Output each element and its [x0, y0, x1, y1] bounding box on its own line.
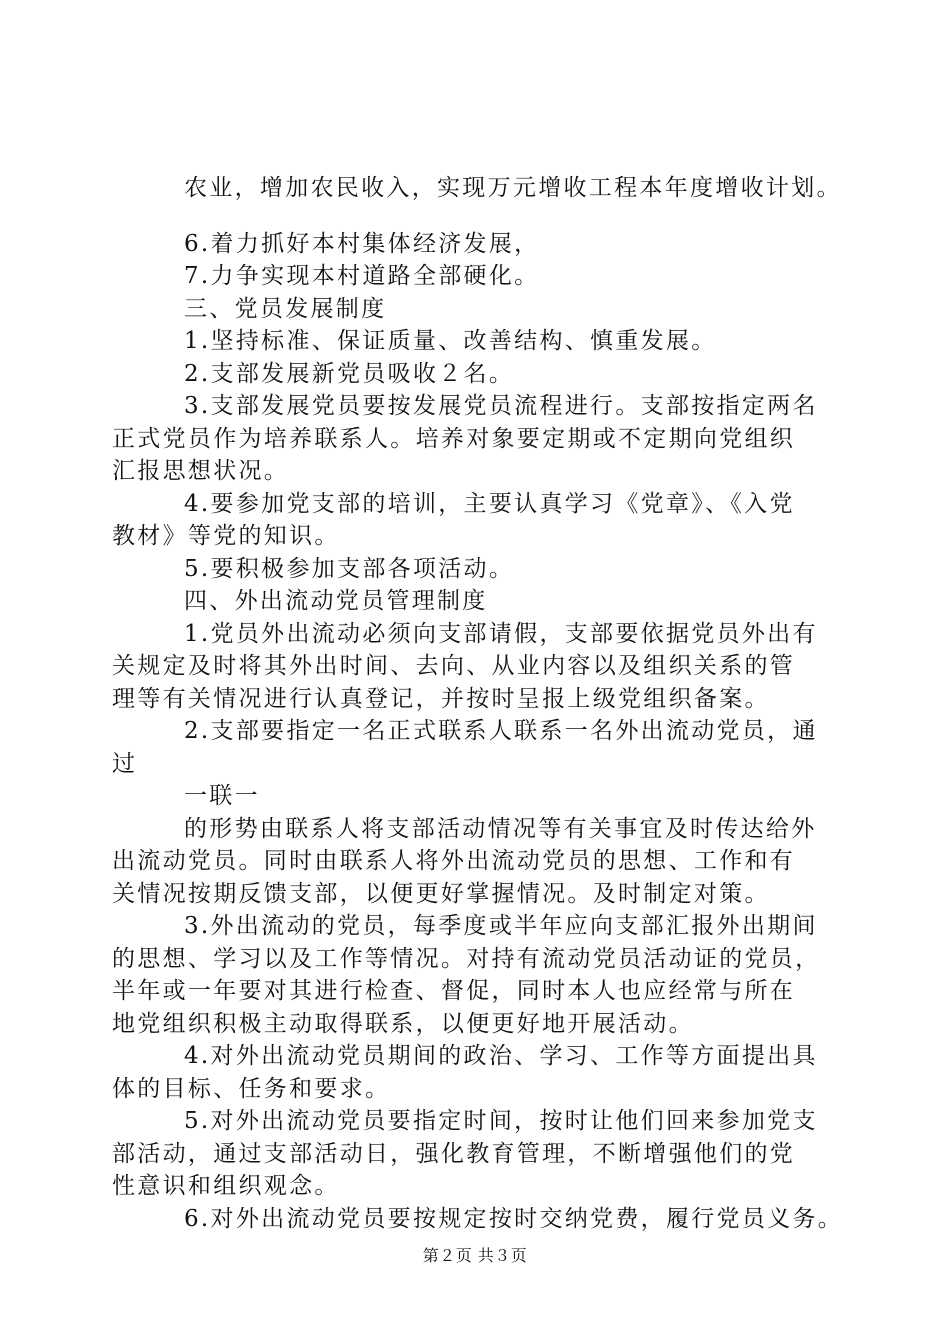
text-line: 四、外出流动党员管理制度: [184, 588, 488, 614]
text-line: 5.对外出流动党员要指定时间，按时让他们回来参加党支: [184, 1108, 818, 1134]
text-line: 教材》等党的知识。: [112, 523, 340, 549]
text-line: 的思想、学习以及工作等情况。对持有流动党员活动证的党员，: [112, 945, 821, 972]
text-line: 4.要参加党支部的培训，主要认真学习《党章》、《入党: [184, 490, 795, 517]
text-line: 正式党员作为培养联系人。培养对象要定期或不定期向党组织: [112, 425, 796, 452]
text-line: 3.支部发展党员要按发展党员流程进行。支部按指定两名: [184, 393, 818, 419]
text-line: 5.要积极参加支部各项活动。: [184, 555, 515, 582]
text-line: 性意识和组织观念。: [112, 1173, 340, 1199]
text-line: 2.支部发展新党员吸收２名。: [184, 360, 515, 387]
text-line: 6.对外出流动党员要按规定按时交纳党费，履行党员义务。: [184, 1205, 844, 1232]
text-line: 1.坚持标准、保证质量、改善结构、慎重发展。: [184, 328, 717, 354]
text-line: 关规定及时将其外出时间、去向、从业内容以及组织关系的管: [112, 653, 796, 679]
text-line: 2.支部要指定一名正式联系人联系一名外出流动党员，通: [184, 718, 818, 744]
text-line: 部活动，通过支部活动日，强化教育管理，不断增强他们的党: [112, 1140, 796, 1167]
text-line: 的形势由联系人将支部活动情况等有关事宜及时传达给外: [184, 815, 817, 842]
document-body: [112, 172, 844, 1235]
text-line: 理等有关情况进行认真登记，并按时呈报上级党组织备案。: [112, 685, 770, 712]
text-line: 地党组织积极主动取得联系，以便更好地开展活动。: [112, 1010, 694, 1037]
text-line: 1.党员外出流动必须向支部请假，支部要依据党员外出有: [184, 620, 818, 647]
text-line: 过: [112, 750, 138, 777]
text-line: 4.对外出流动党员期间的政治、学习、工作等方面提出具: [184, 1043, 818, 1069]
text-line: 汇报思想状况。: [112, 458, 290, 484]
text-line: 农业，增加农民收入，实现万元增收工程本年度增收计划。: [184, 175, 842, 201]
text-line: 体的目标、任务和要求。: [112, 1075, 391, 1102]
text-line: 一联一: [184, 783, 260, 809]
text-line: 关情况按期反馈支部，以便更好掌握情况。及时制定对策。: [112, 880, 770, 907]
text-line: 6.着力抓好本村集体经济发展，: [184, 230, 540, 257]
text-line: 3.外出流动的党员，每季度或半年应向支部汇报外出期间: [184, 913, 818, 939]
text-line: 三、党员发展制度: [184, 295, 387, 322]
text-line: 半年或一年要对其进行检查、督促，同时本人也应经常与所在: [112, 978, 796, 1004]
page-footer: 第２页 共３页: [422, 1246, 528, 1265]
text-line: 7.力争实现本村道路全部硬化。: [184, 263, 540, 289]
text-line: 出流动党员。同时由联系人将外出流动党员的思想、工作和有: [112, 848, 796, 874]
